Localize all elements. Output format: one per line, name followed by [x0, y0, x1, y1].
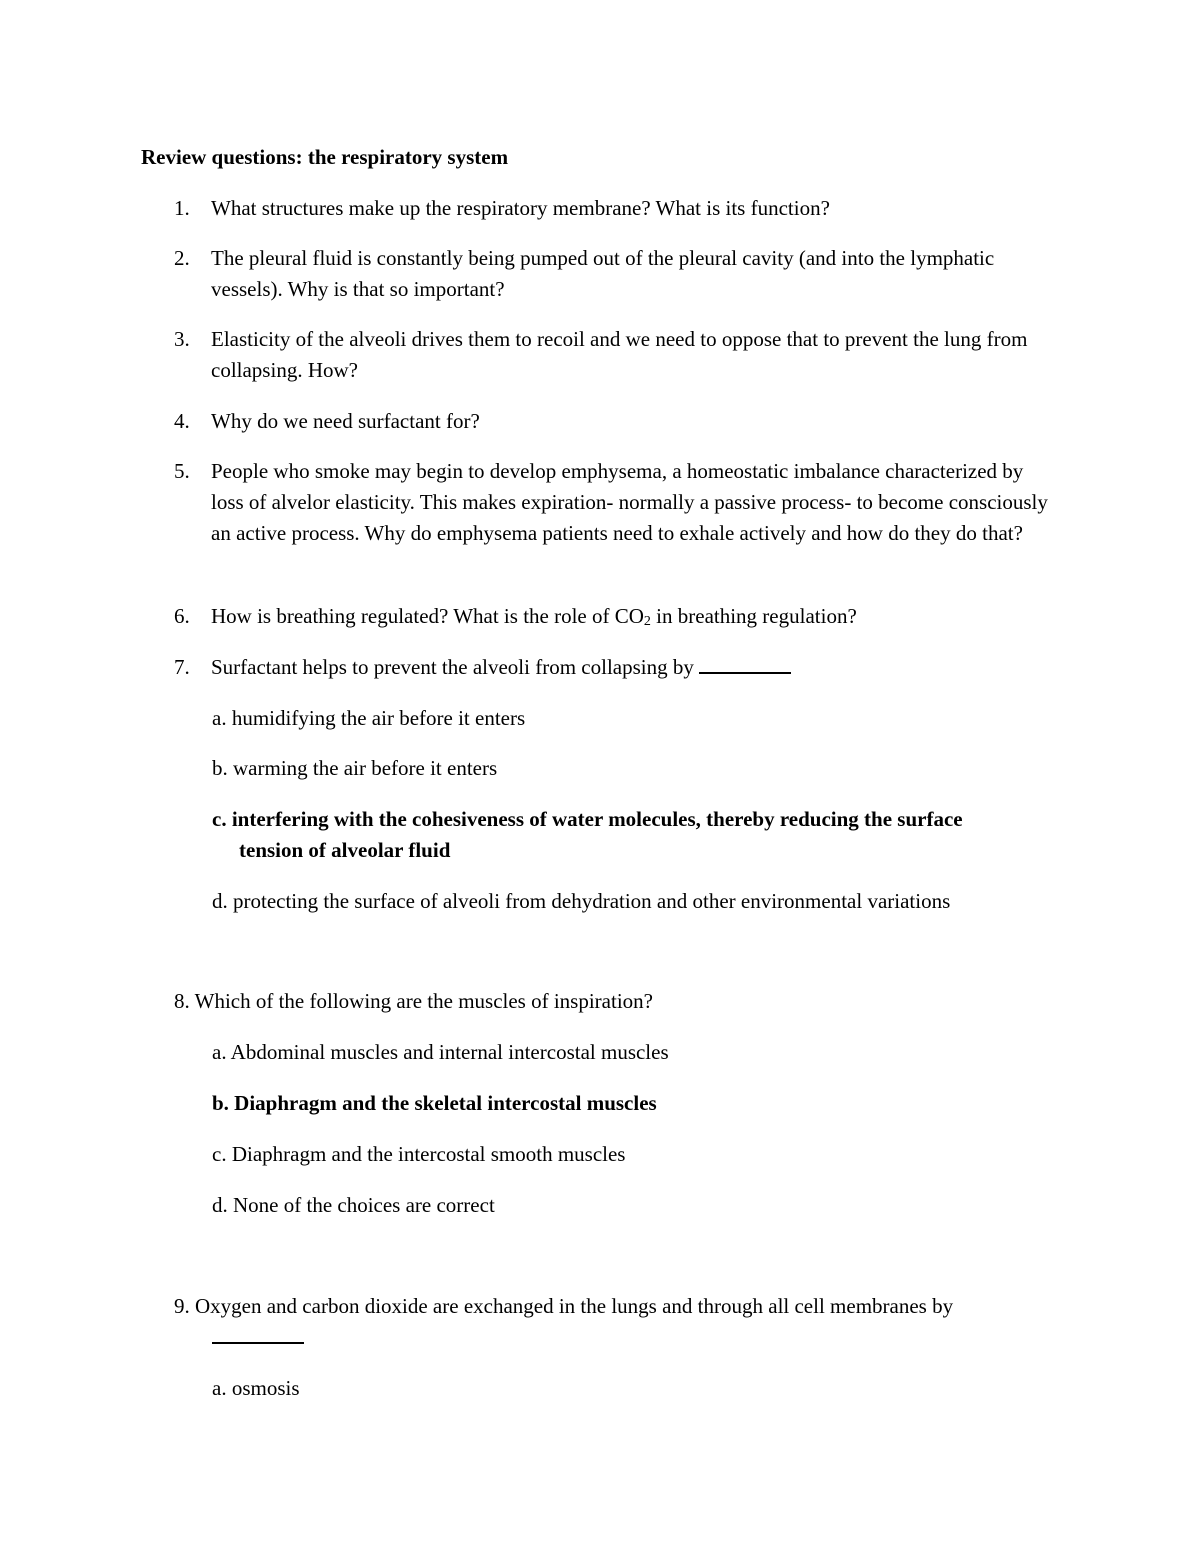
question-number: 5.	[174, 459, 190, 483]
question-8: 8. Which of the following are the muscles of inspiration?	[174, 989, 653, 1013]
q7-option-c	[212, 804, 1072, 866]
question-text	[211, 652, 1071, 683]
question-9	[174, 1291, 1064, 1353]
page-title: Review questions: the respiratory system	[141, 145, 509, 169]
question-number: 2.	[174, 246, 190, 270]
question-text-part: in breathing regulation?	[650, 604, 857, 628]
answer-blank	[212, 1324, 304, 1344]
question-text-part: How is breathing regulated? What is the role of CO	[211, 604, 644, 628]
subscript: 2	[643, 614, 651, 629]
q8-option-d: d. None of the choices are correct	[212, 1193, 495, 1217]
option-text: c. interfering with the cohesiveness of water molecules, thereby reducing the surface	[212, 807, 963, 831]
question-number: 4.	[174, 409, 190, 433]
question-text: Elasticity of the alveoli drives them to recoil and we need to oppose that to prevent the lung from collapsing. How?	[211, 327, 1028, 382]
question-number: 3.	[174, 327, 190, 351]
q8-option-a: a. Abdominal muscles and internal intercostal muscles	[212, 1040, 669, 1064]
q8-option-b: b. Diaphragm and the skeletal intercostal muscles	[212, 1091, 657, 1115]
question-text	[211, 601, 1071, 637]
answer-blank	[699, 654, 791, 674]
q9-option-a: a. osmosis	[212, 1376, 300, 1400]
question-number: 1.	[174, 196, 190, 220]
q7-option-b: b. warming the air before it enters	[212, 756, 498, 780]
question-text-part: Surfactant helps to prevent the alveoli from collapsing by	[211, 655, 694, 679]
q8-option-c: c. Diaphragm and the intercostal smooth muscles	[212, 1142, 626, 1166]
q7-option-d: d. protecting the surface of alveoli from dehydration and other environmental variations	[212, 889, 951, 913]
question-number: 6.	[174, 604, 190, 628]
answer-blank-line	[174, 1322, 1064, 1353]
question-text: People who smoke may begin to develop emphysema, a homeostatic imbalance characterized by loss of alvelor elasticity. This makes expiration- normally a passive process- to become consciously an active process. Why do emphysema patients need to exhale actively and how do they do that?	[211, 459, 1048, 545]
q7-option-a: a. humidifying the air before it enters	[212, 706, 526, 730]
question-text: The pleural fluid is constantly being pumped out of the pleural cavity (and into the lymphatic vessels). Why is that so important?	[211, 246, 995, 301]
question-text: 9. Oxygen and carbon dioxide are exchanged in the lungs and through all cell membranes by	[174, 1294, 954, 1318]
question-number: 7.	[174, 655, 190, 679]
question-text: Why do we need surfactant for?	[211, 409, 480, 433]
option-text-continuation: tension of alveolar fluid	[239, 838, 451, 862]
question-text: What structures make up the respiratory membrane? What is its function?	[211, 196, 830, 220]
